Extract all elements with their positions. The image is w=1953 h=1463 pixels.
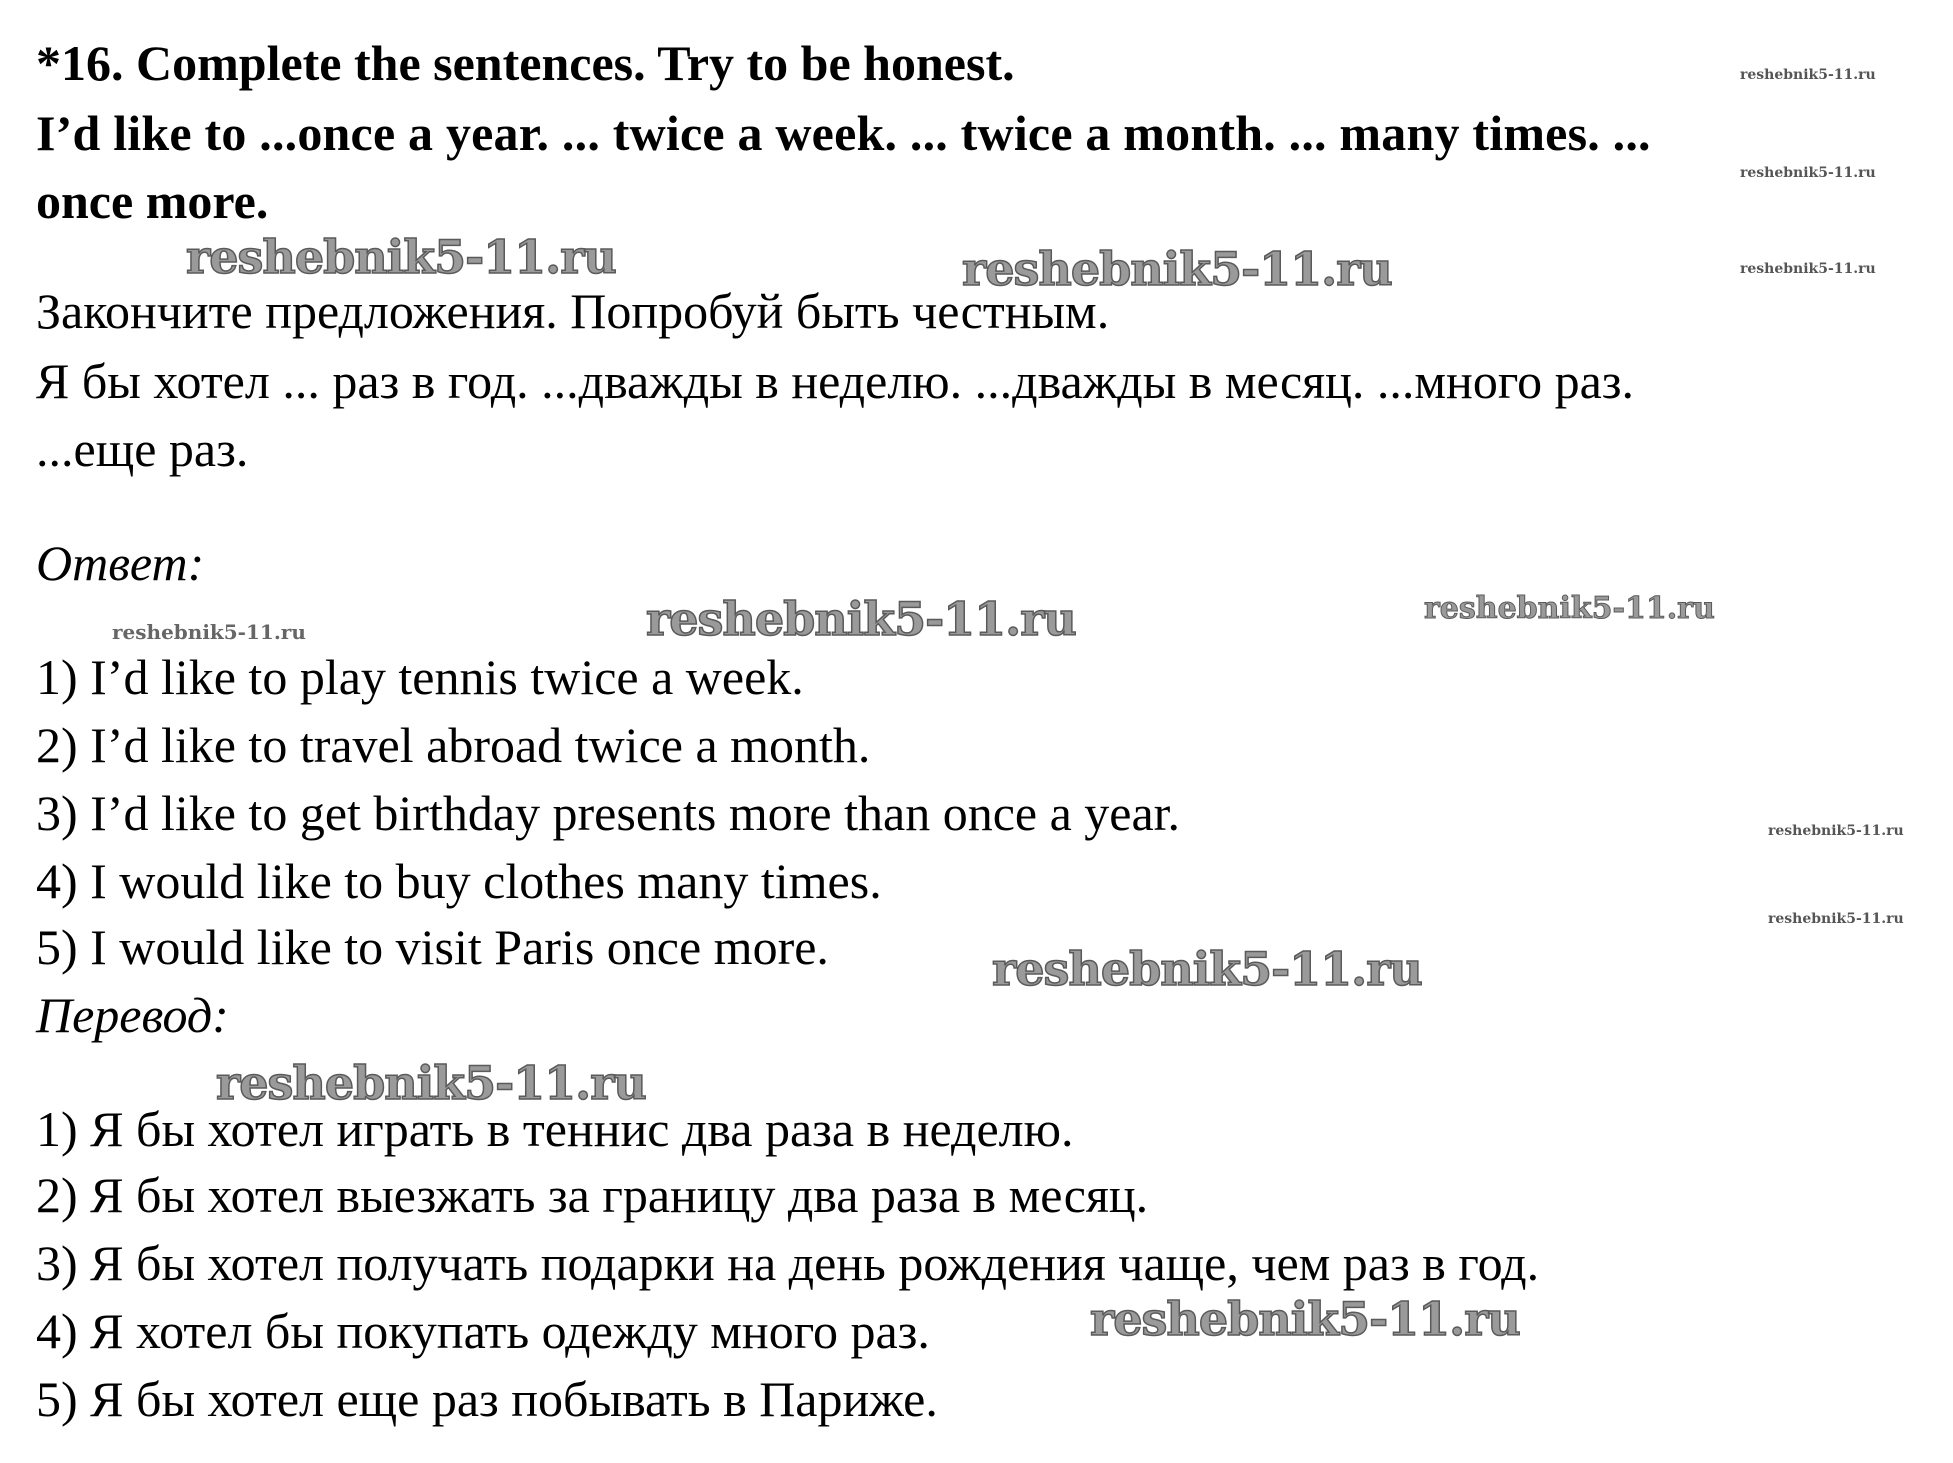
answer-item: 2) I’d like to travel abroad twice a month. bbox=[36, 717, 871, 773]
answer-item: 1) I’d like to play tennis twice a week. bbox=[36, 649, 804, 705]
answer-item: 4) I would like to buy clothes many times. bbox=[36, 853, 882, 909]
translation-item: 3) Я бы хотел получать подарки на день рождения чаще, чем раз в год. bbox=[36, 1235, 1540, 1291]
translation-label: Перевод: bbox=[36, 987, 229, 1043]
translation-item: 5) Я бы хотел еще раз побывать в Париже. bbox=[36, 1371, 938, 1427]
watermark: reshebnik5-11.ru bbox=[1740, 165, 1876, 181]
answer-item: 5) I would like to visit Paris once more. bbox=[36, 919, 829, 975]
watermark: reshebnik5-11.ru bbox=[1090, 1292, 1520, 1346]
task-prompt-line1: I’d like to ...once a year. ... twice a week. ... twice a month. ... many times. ... bbox=[36, 105, 1651, 161]
task-title: *16. Complete the sentences. Try to be honest. bbox=[36, 35, 1015, 91]
watermark: reshebnik5-11.ru bbox=[186, 230, 616, 284]
translation-item: 1) Я бы хотел играть в теннис два раза в неделю. bbox=[36, 1101, 1074, 1157]
watermark: reshebnik5-11.ru bbox=[112, 620, 306, 644]
translation-prompt-line1: Закончите предложения. Попробуй быть честным. bbox=[36, 283, 1110, 339]
watermark: reshebnik5-11.ru bbox=[646, 592, 1076, 646]
watermark: reshebnik5-11.ru bbox=[1740, 67, 1876, 83]
translation-prompt-line3: ...еще раз. bbox=[36, 421, 249, 477]
translation-item: 2) Я бы хотел выезжать за границу два раза в месяц. bbox=[36, 1167, 1149, 1223]
watermark: reshebnik5-11.ru bbox=[992, 942, 1422, 996]
watermark: reshebnik5-11.ru bbox=[1768, 823, 1904, 839]
watermark: reshebnik5-11.ru bbox=[1424, 591, 1715, 626]
watermark: reshebnik5-11.ru bbox=[216, 1056, 646, 1110]
watermark: reshebnik5-11.ru bbox=[962, 242, 1392, 296]
watermark: reshebnik5-11.ru bbox=[1740, 261, 1876, 277]
answer-item: 3) I’d like to get birthday presents more than once a year. bbox=[36, 785, 1181, 841]
task-prompt-line2: once more. bbox=[36, 173, 269, 229]
watermark: reshebnik5-11.ru bbox=[1768, 911, 1904, 927]
answer-label: Ответ: bbox=[36, 535, 205, 591]
translation-item: 4) Я хотел бы покупать одежду много раз. bbox=[36, 1303, 930, 1359]
translation-prompt-line2: Я бы хотел ... раз в год. ...дважды в неделю. ...дважды в месяц. ...много раз. bbox=[36, 353, 1635, 409]
